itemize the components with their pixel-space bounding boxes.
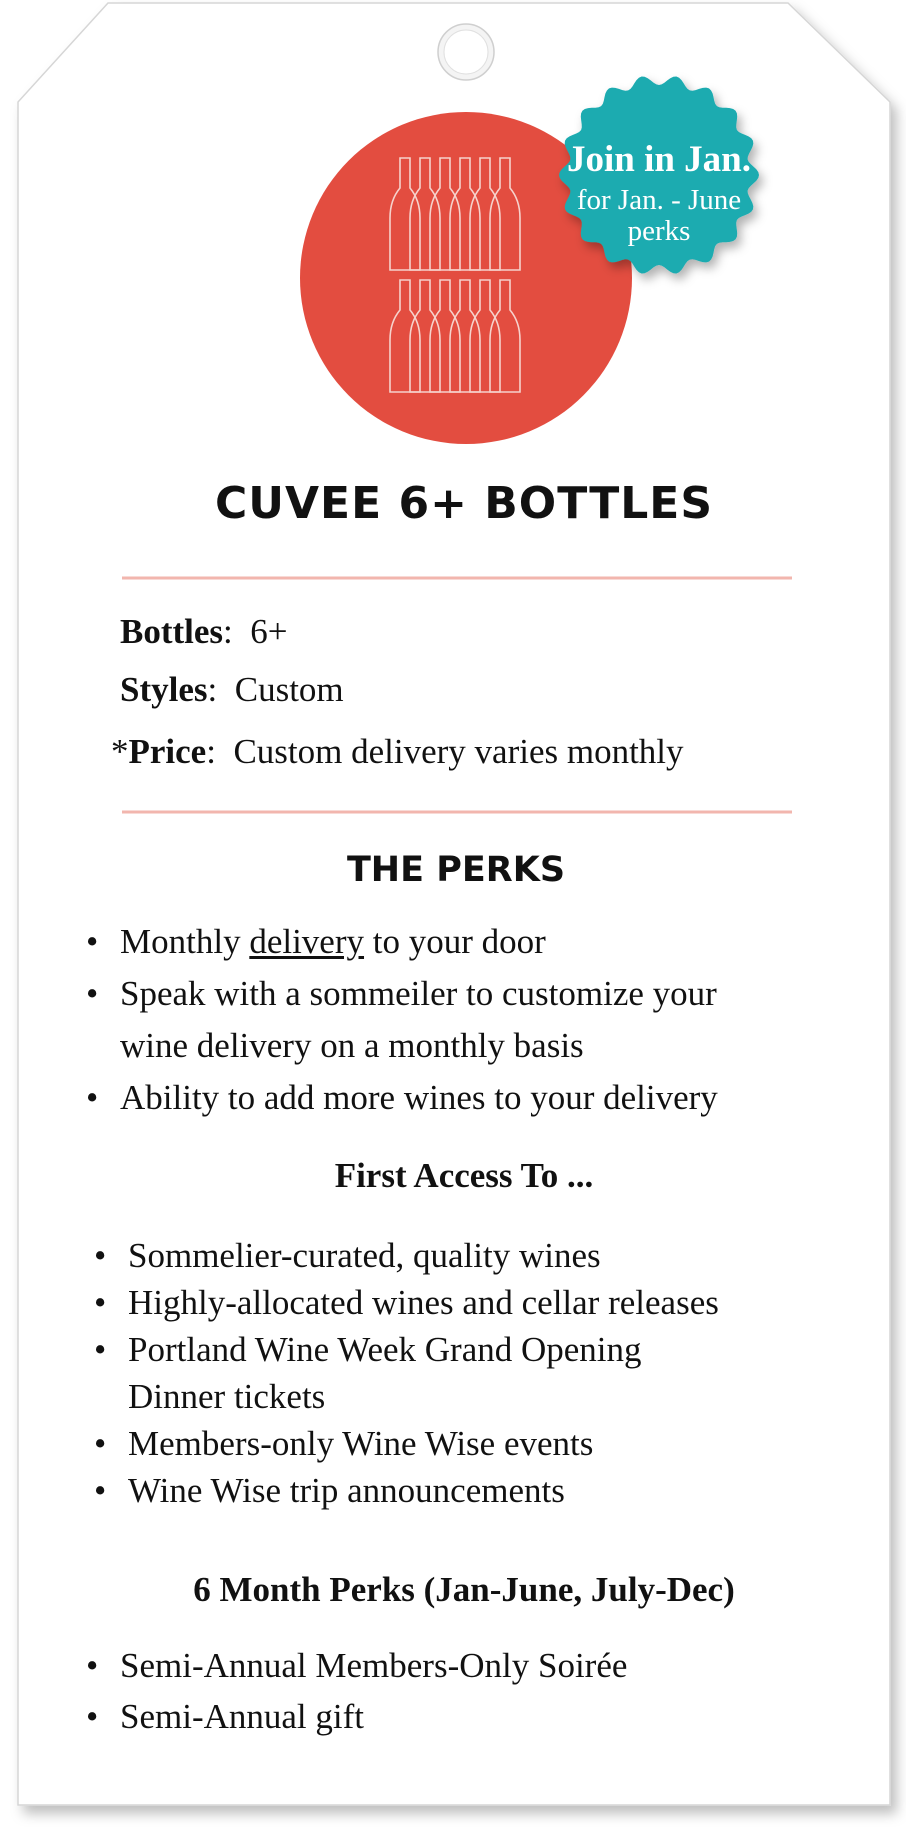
badge-perks-line2: perks <box>627 215 691 247</box>
badge-perks-text <box>548 185 770 247</box>
six-month-text: Semi-Annual gift <box>120 1697 364 1736</box>
spec-styles-label: Styles <box>120 670 208 709</box>
bullet: • <box>94 1471 107 1510</box>
spec-price-label: Price <box>128 732 207 771</box>
first-access-text: Highly-allocated wines and cellar releases <box>128 1283 719 1322</box>
spec-bottles-label: Bottles <box>120 612 224 651</box>
bullet: • <box>86 1078 99 1117</box>
bullet: • <box>94 1330 107 1369</box>
perk-text: Monthly <box>120 922 250 961</box>
list-item <box>86 916 820 968</box>
spec-styles-value: Custom <box>234 670 344 709</box>
spec-bottles-value: 6+ <box>250 612 288 651</box>
spec-bottles: Bottles: 6+ <box>120 612 288 651</box>
bullet: • <box>86 1646 99 1685</box>
bullet: • <box>94 1283 107 1322</box>
list-item <box>86 1072 820 1124</box>
list-item <box>94 1232 828 1279</box>
perks-heading: THE PERKS <box>346 850 566 890</box>
spec-price: *Price: Custom delivery varies monthly <box>111 732 684 771</box>
list-item <box>86 1691 820 1742</box>
six-month-list <box>86 1640 820 1742</box>
badge-join-text: Join in Jan. <box>566 139 752 180</box>
badge-perks-line1: for Jan. - June <box>576 184 742 216</box>
first-access-text: Wine Wise trip announcements <box>128 1471 565 1510</box>
first-access-text: Portland Wine Week Grand Opening <box>128 1330 642 1369</box>
spec-price-value: Custom delivery varies monthly <box>233 732 684 771</box>
six-month-text: Semi-Annual Members-Only Soirée <box>120 1646 628 1685</box>
list-item <box>94 1467 828 1514</box>
first-access-list <box>94 1232 828 1514</box>
bullet: • <box>86 974 99 1013</box>
perk-text: wine delivery on a monthly basis <box>120 1026 584 1065</box>
delivery-link[interactable]: delivery <box>249 922 365 961</box>
list-item <box>94 1279 828 1326</box>
perk-text: Ability to add more wines to your delivery <box>120 1078 718 1117</box>
bullet: • <box>86 1697 99 1736</box>
six-month-heading: 6 Month Perks (Jan-June, July-Dec) <box>193 1570 735 1609</box>
spec-price-asterisk: * <box>111 732 129 771</box>
list-item <box>86 968 820 1072</box>
spec-styles: Styles: Custom <box>120 670 344 709</box>
first-access-text: Dinner tickets <box>128 1377 326 1416</box>
plan-title: CUVEE 6+ BOTTLES <box>214 478 714 529</box>
first-access-heading: First Access To ... <box>334 1156 594 1195</box>
bullet: • <box>94 1424 107 1463</box>
list-item <box>94 1420 828 1467</box>
bullet: • <box>86 922 99 961</box>
perk-text: to your door <box>364 922 546 961</box>
perk-text: Speak with a sommeiler to customize your <box>120 974 717 1013</box>
first-access-text: Sommelier-curated, quality wines <box>128 1236 601 1275</box>
perks-list <box>86 916 820 1124</box>
list-item <box>94 1326 828 1420</box>
first-access-text: Members-only Wine Wise events <box>128 1424 594 1463</box>
bullet: • <box>94 1236 107 1275</box>
list-item <box>86 1640 820 1691</box>
